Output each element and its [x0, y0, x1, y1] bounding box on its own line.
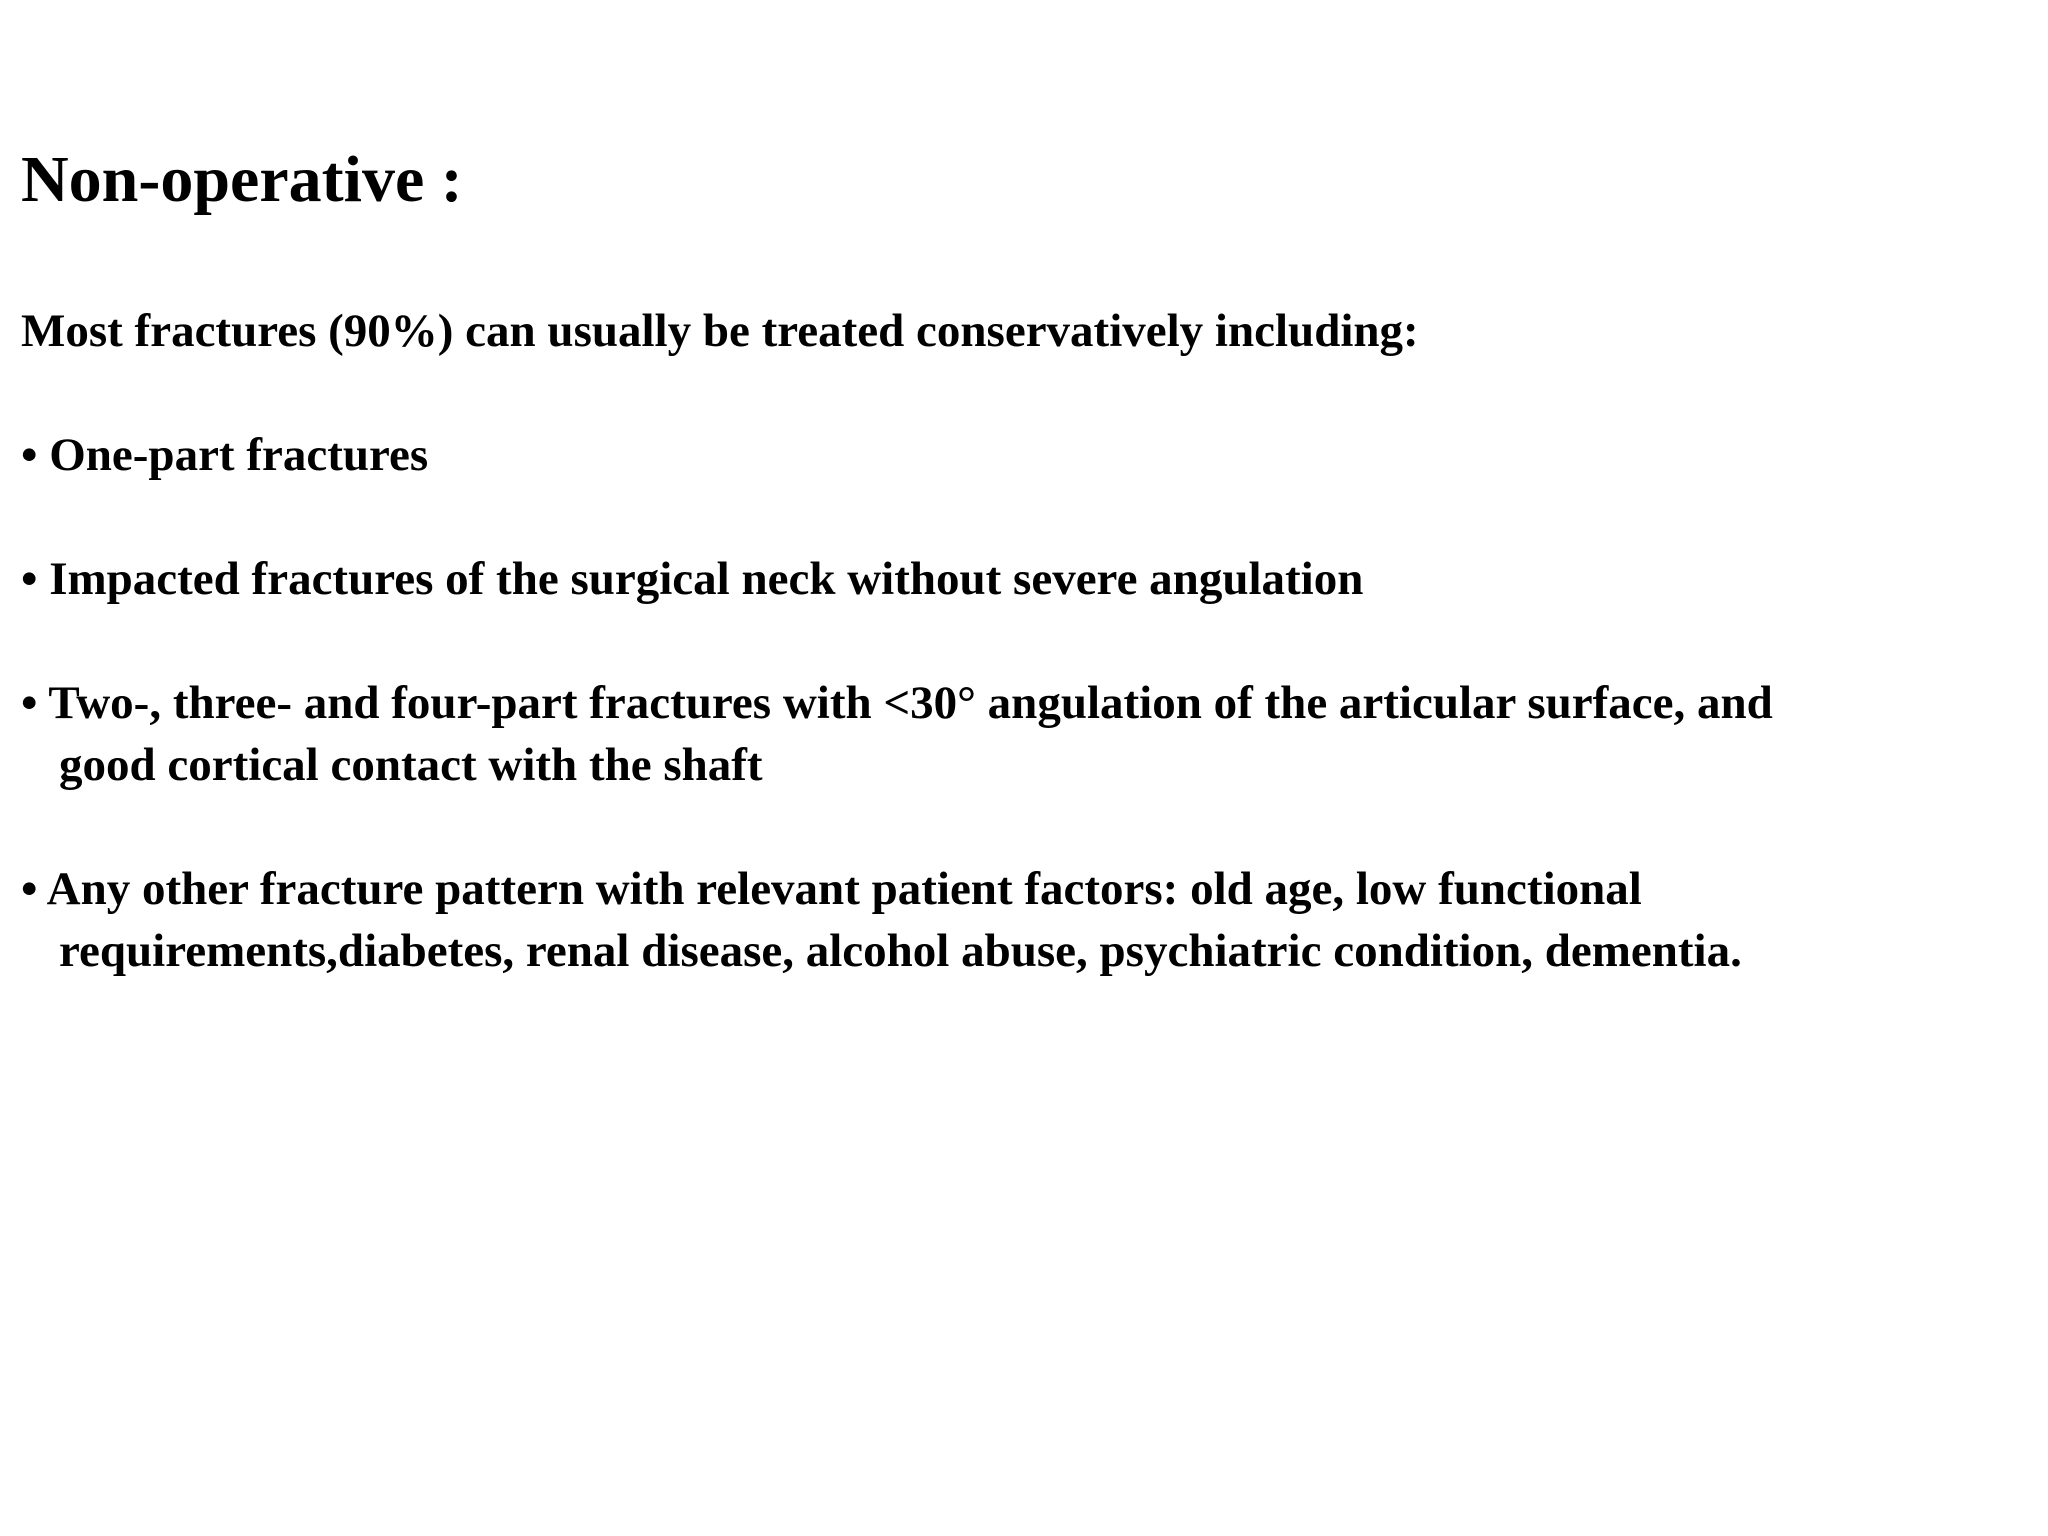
bullet-line: [21, 672, 2021, 734]
bullet-icon: •: [21, 429, 38, 481]
bullet-text-continued: requirements,diabetes, renal disease, alcohol abuse, psychiatric condition, dementia.: [59, 925, 1742, 977]
bullet-text: Any other fracture pattern with relevant patient factors: old age, low functional: [46, 863, 1642, 915]
bullet-text: Impacted fractures of the surgical neck without severe angulation: [49, 553, 1364, 605]
bullet-icon: •: [21, 677, 38, 729]
bullet-text: One-part fractures: [49, 429, 429, 481]
slide-content: [21, 300, 2021, 982]
bullet-item-patient-factors: [21, 858, 2021, 982]
bullet-text: Two-, three- and four-part fractures with <30° angulation of the articular surface, and: [48, 677, 1773, 729]
bullet-line: [21, 858, 2021, 920]
slide-title: Non-operative :: [21, 143, 463, 216]
bullet-line: [21, 424, 2021, 486]
bullet-item-multi-part: [21, 672, 2021, 796]
bullet-list: [21, 424, 2021, 982]
bullet-item-impacted: [21, 548, 2021, 610]
bullet-icon: •: [21, 863, 38, 915]
intro-text: Most fractures (90%) can usually be treated conservatively including:: [21, 305, 1419, 357]
bullet-item-one-part: [21, 424, 2021, 486]
bullet-line: [21, 548, 2021, 610]
bullet-text-continued: good cortical contact with the shaft: [59, 739, 763, 791]
bullet-icon: •: [21, 553, 38, 605]
